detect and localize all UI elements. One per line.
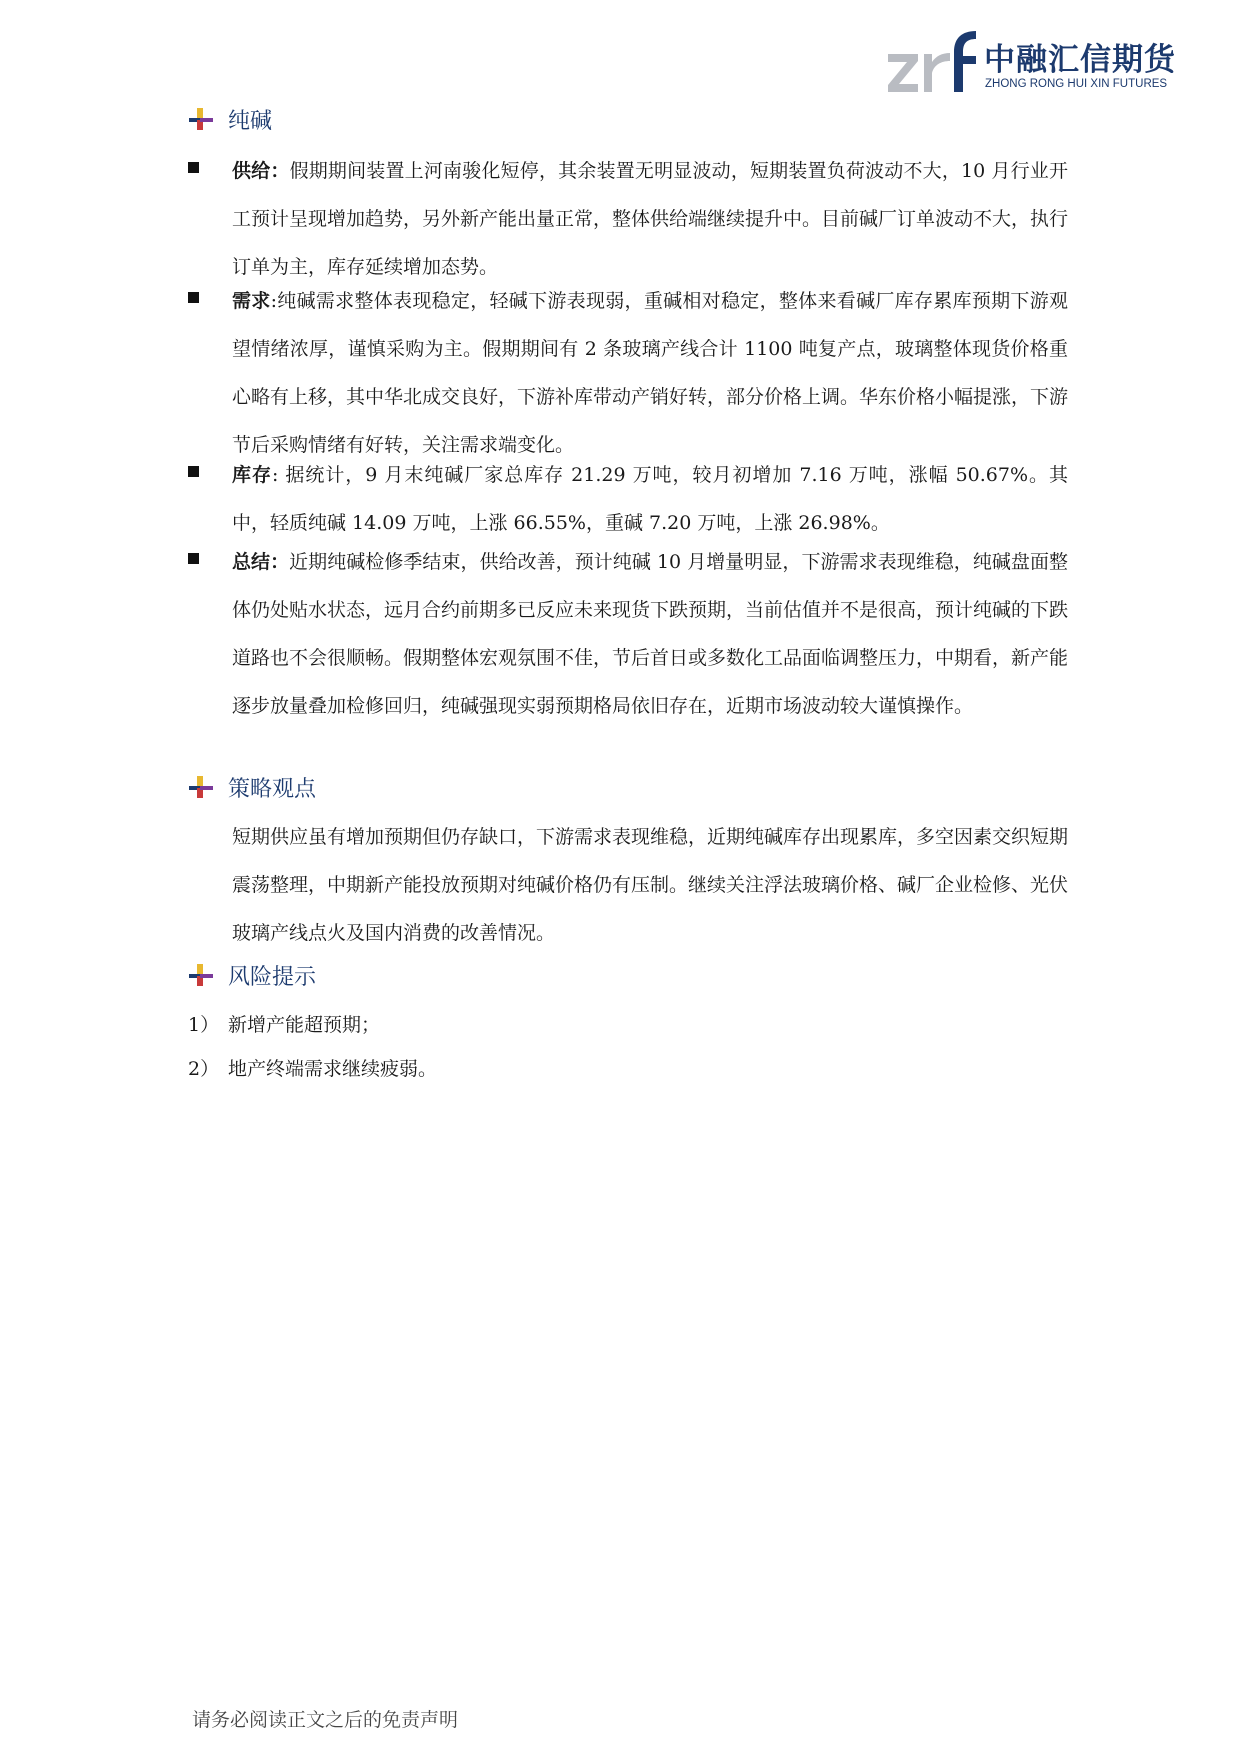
risk-item-text: 地产终端需求继续疲弱。 bbox=[228, 1058, 438, 1080]
footer-disclaimer: 请务必阅读正文之后的免责声明 bbox=[192, 1709, 459, 1731]
bullet-label: 需求 bbox=[232, 290, 271, 312]
risk-item bbox=[188, 1001, 380, 1049]
bullet-square-icon bbox=[188, 466, 199, 477]
bullet-body: : 据统计，9 月末纯碱厂家总库存 21.29 万吨，较月初增加 7.16 万吨，涨幅 50.67%。其中，轻质纯碱 14.09 万吨，上涨 66.55%，重碱 7.20 万吨，上涨 26.98%。 bbox=[232, 464, 1068, 534]
section-heading-risk bbox=[188, 959, 316, 991]
risk-item-text: 新增产能超预期； bbox=[228, 1014, 381, 1036]
bullet-label: 供给： bbox=[232, 160, 290, 182]
cross-star-icon bbox=[188, 774, 214, 800]
company-name-cn: 中融汇信期货 bbox=[984, 42, 1176, 78]
bullet-body: 假期期间装置上河南骏化短停，其余装置无明显波动，短期装置负荷波动不大，10 月行业开工预计呈现增加趋势，另外新产能出量正常，整体供给端继续提升中。目前碱厂订单波动不大，执行订单为主，库存延续增加态势。 bbox=[232, 160, 1069, 278]
zrf-logo-mark-icon bbox=[884, 28, 980, 96]
cross-star-icon bbox=[188, 106, 214, 132]
risk-item-number: 1） bbox=[188, 1014, 220, 1036]
bullet-square-icon bbox=[188, 292, 199, 303]
bullet-label: 总结： bbox=[232, 551, 290, 573]
bullet-square-icon bbox=[188, 162, 199, 173]
strategy-paragraph: 短期供应虽有增加预期但仍存缺口，下游需求表现维稳，近期纯碱库存出现累库，多空因素交织短期震荡整理，中期新产能投放预期对纯碱价格仍有压制。继续关注浮法玻璃价格、碱厂企业检修、光伏玻璃产线点火及国内消费的改善情况。 bbox=[232, 826, 1069, 944]
bullet-item-demand bbox=[188, 277, 1068, 469]
bullet-item-supply bbox=[188, 147, 1068, 291]
section-title: 策略观点 bbox=[228, 776, 317, 802]
company-name-en: ZHONG RONG HUI XIN FUTURES bbox=[985, 78, 1168, 90]
section-heading-soda bbox=[188, 103, 272, 135]
bullet-square-icon bbox=[188, 553, 199, 564]
bullet-label: 库存 bbox=[232, 464, 272, 486]
cross-star-icon bbox=[188, 962, 214, 988]
bullet-item-inventory bbox=[188, 451, 1068, 547]
section-title: 风险提示 bbox=[228, 964, 317, 990]
section-heading-strategy bbox=[188, 771, 316, 803]
bullet-body: 近期纯碱检修季结束，供给改善，预计纯碱 10 月增量明显，下游需求表现维稳，纯碱盘面整体仍处贴水状态，远月合约前期多已反应未来现货下跌预期，当前估值并不是很高，预计纯碱的下跌道路也不会很顺畅。假期整体宏观氛围不佳，节后首日或多数化工品面临调整压力，中期看，新产能逐步放量叠加检修回归，纯碱强现实弱预期格局依旧存在，近期市场波动较大谨慎操作。 bbox=[232, 551, 1069, 717]
section-title: 纯碱 bbox=[228, 108, 273, 134]
bullet-body: :纯碱需求整体表现稳定，轻碱下游表现弱，重碱相对稳定，整体来看碱厂库存累库预期下游观望情绪浓厚，谨慎采购为主。假期期间有 2 条玻璃产线合计 1100 吨复产点，玻璃整体现货价格重心略有上移，其中华北成交良好，下游补库带动产销好转，部分价格上调。华东价格小幅提涨，下游节后采购情绪有好转，关注需求端变化。 bbox=[232, 290, 1069, 456]
bullet-item-summary bbox=[188, 538, 1068, 730]
company-logo bbox=[884, 28, 1174, 96]
risk-item bbox=[188, 1045, 437, 1093]
risk-item-number: 2） bbox=[188, 1058, 220, 1080]
